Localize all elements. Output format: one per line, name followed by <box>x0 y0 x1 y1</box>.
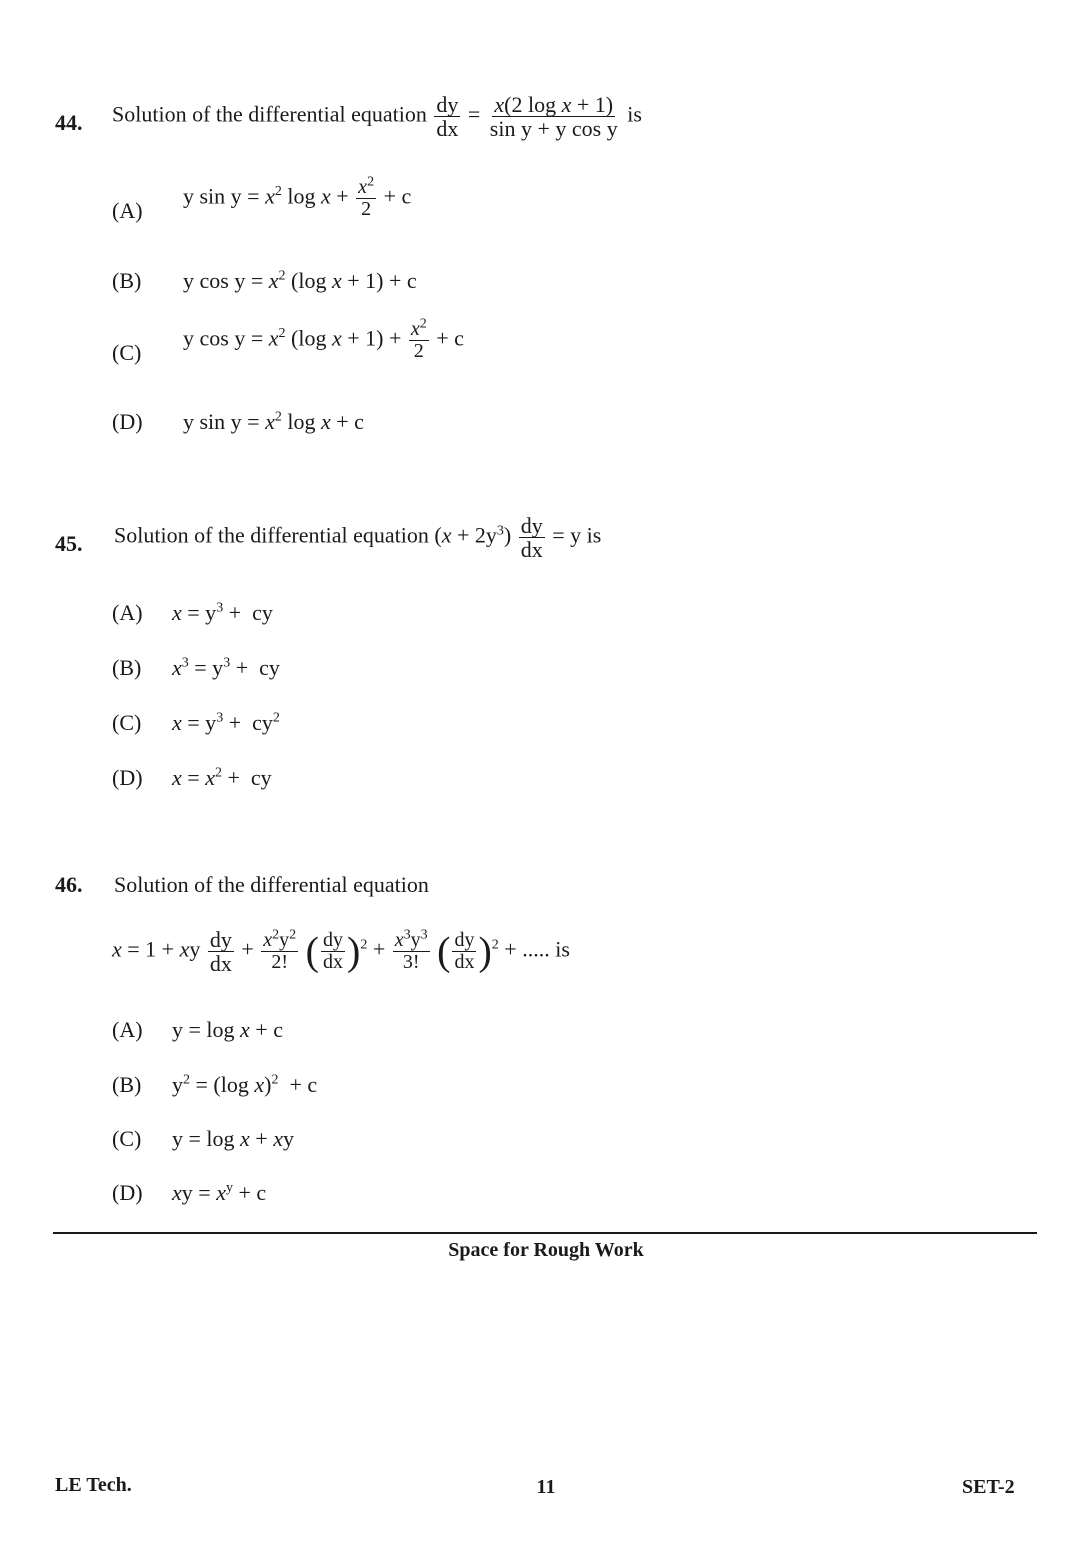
q45-option-a-formula: $x = y^3$ + cy <box>172 600 273 625</box>
q44-option-d-label: (D) <box>112 409 143 434</box>
q46-option-c-formula: y = log x + xy <box>172 1126 294 1151</box>
question-45-stem-suffix: = y is <box>552 522 602 548</box>
question-44-stem-prefix: Solution of the differential equation <box>112 101 427 127</box>
q44-option-a-label: (A) <box>112 198 143 223</box>
q45-option-b-formula: $x^3 = y^3$ + cy <box>172 655 280 680</box>
question-46-stem-prefix: Solution of the differential equation <box>114 872 429 897</box>
footer-set-code: SET-2 <box>962 1476 1015 1498</box>
q45-option-c-formula: $x = y^3 + cy^2$ <box>172 710 280 735</box>
dy-dx-fraction: $\frac{dy}{dx}$ <box>436 92 459 142</box>
q46-option-a-label: (A) <box>112 1017 143 1042</box>
q44-option-c-label: (C) <box>112 340 142 365</box>
question-46-equation: x = 1 + xy $\frac{dy}{dx}$ + $\frac{x^2y^2}{2!}$ ( $\frac{dy}{dx}$ )$^2$ + $\frac{x^3y^3}{3!}$ ( $\frac{dy}{dx}$ )$^2$ + ..... is <box>112 927 570 977</box>
dy-dx-fraction: $\frac{dy}{dx}$ <box>209 927 232 977</box>
rough-work-divider <box>53 1232 1037 1234</box>
q46-option-b-formula: $y^2 = (\log$ x)$^2$ + c <box>172 1072 318 1097</box>
q46-option-c-label: (C) <box>112 1126 142 1151</box>
question-46-number: 46. <box>55 872 83 897</box>
q46-option-d-label: (D) <box>112 1180 143 1205</box>
footer-exam-name: LE Tech. <box>55 1474 132 1496</box>
q44-option-b-formula: y $\cos y = x^2$ (log x + 1) + c <box>183 268 417 293</box>
q45-option-d-label: (D) <box>112 765 143 790</box>
rhs-fraction: $\frac{\text{x(2 log x + 1)}}{\text{sin y + y cos y}}$ <box>489 92 618 142</box>
q45-option-a-label: (A) <box>112 600 143 625</box>
q45-option-c-label: (C) <box>112 710 142 735</box>
page-number: 11 <box>536 1476 556 1498</box>
question-46-stem-suffix: + ..... is <box>504 936 570 962</box>
question-45-stem: Solution of the differential equation $(x + 2y^3)$ $\frac{dy}{dx}$ = y is <box>114 513 602 563</box>
question-45-stem-prefix: Solution of the differential equation <box>114 522 429 548</box>
q44-option-b-label: (B) <box>112 268 142 293</box>
term-2-coefficient: $\frac{x^2y^2}{2!}$ <box>263 927 297 974</box>
q44-option-c-formula: y $\cos y = x^2$ (log x + 1) + $\frac{x^2}{2}$ + c <box>183 316 464 362</box>
question-45-number: 45. <box>55 531 83 556</box>
q46-option-d-formula: xy = $x^y + c$ <box>172 1180 267 1205</box>
term-3-coefficient: $\frac{x^3y^3}{3!}$ <box>394 927 428 974</box>
q46-option-a-formula: y = log x + c <box>172 1017 283 1042</box>
question-44-number: 44. <box>55 110 83 135</box>
q46-option-b-label: (B) <box>112 1072 142 1097</box>
dy-dx-fraction: $\frac{dy}{dx}$ <box>520 513 543 563</box>
q44-option-a-formula: y $\sin y = x^2$ log x + $\frac{x^2}{2}$ + c <box>183 174 412 220</box>
q45-option-b-label: (B) <box>112 655 142 680</box>
question-44-stem: Solution of the differential equation $\frac{dy}{dx}$ = $\frac{\text{x(2 log x + 1)}}{\text{sin y + y cos y}}$ is <box>112 92 642 142</box>
q45-option-d-formula: $x = x^2$ + cy <box>172 765 272 790</box>
q44-option-d-formula: y $\sin y = x^2$ log x + c <box>183 409 364 434</box>
rough-work-label: Space for Rough Work <box>448 1239 644 1261</box>
question-44-stem-suffix: is <box>627 101 642 127</box>
